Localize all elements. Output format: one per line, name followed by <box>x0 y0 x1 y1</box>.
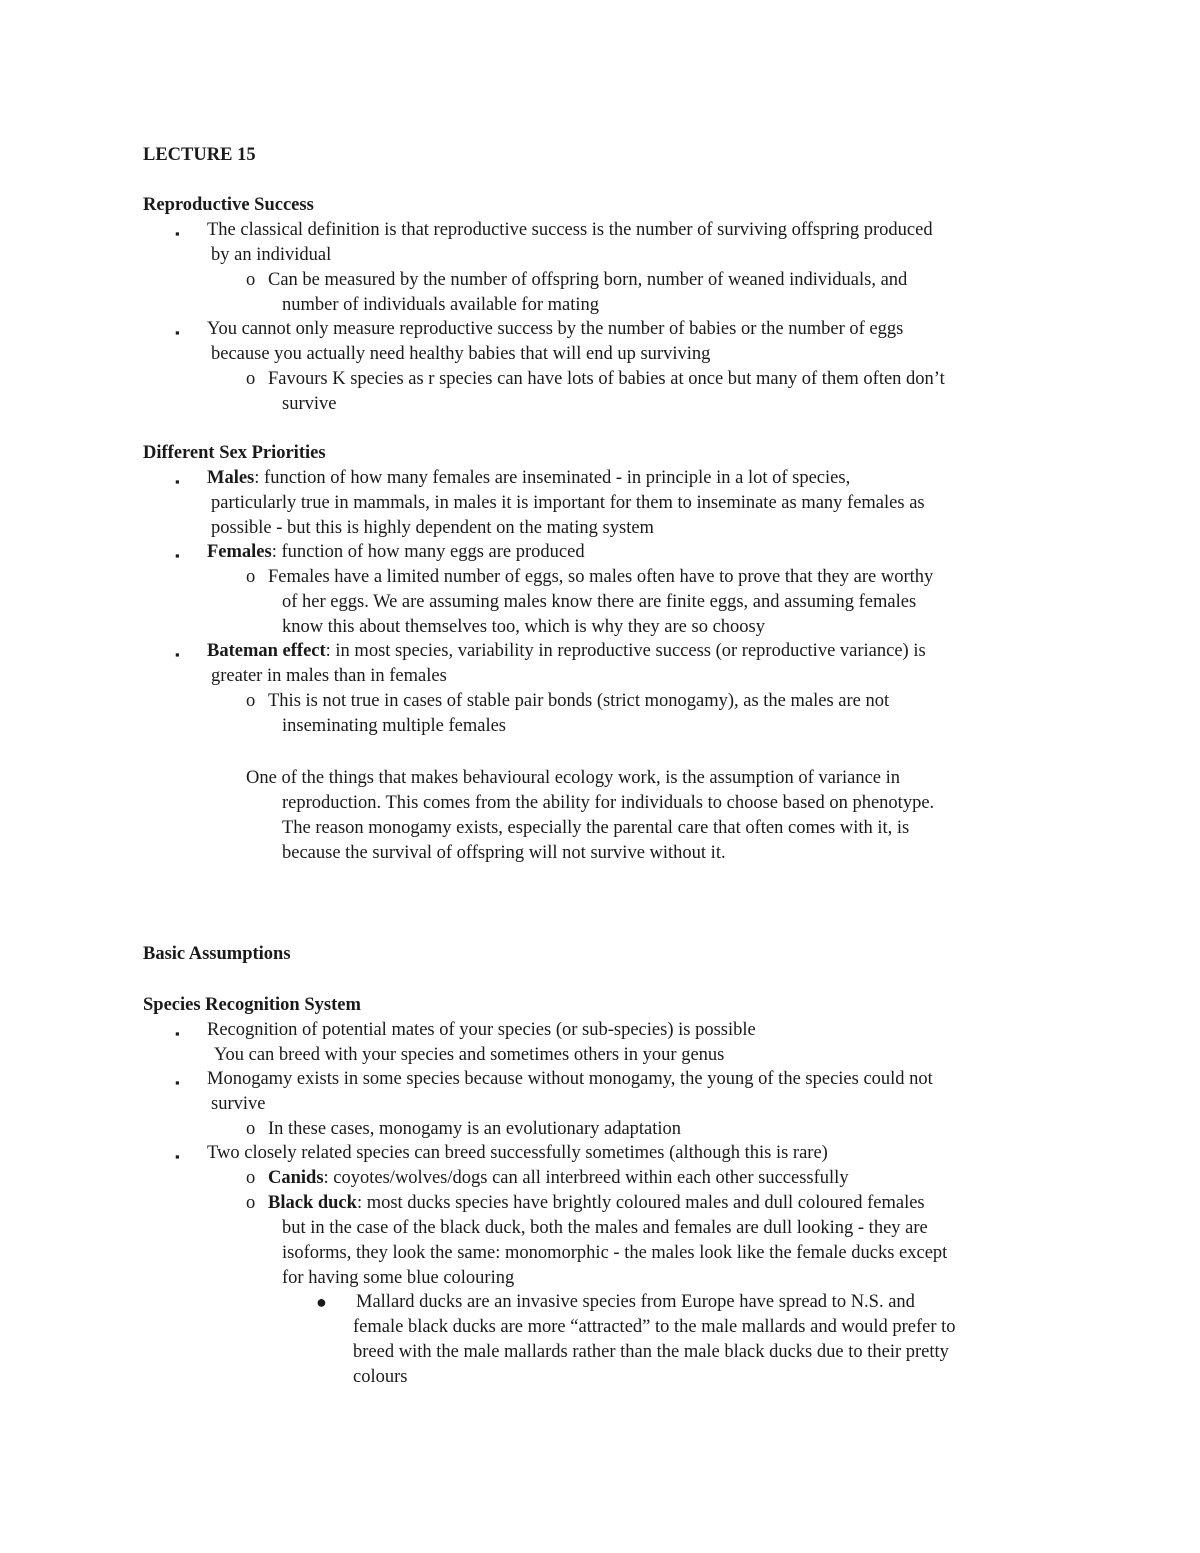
bullet-text: You can breed with your species and sometimes others in your genus <box>214 1045 725 1065</box>
term-bateman-effect: Bateman effect <box>207 641 326 661</box>
bullet-text: particularly true in mammals, in males it is important for them to inseminate as many females as <box>211 493 925 513</box>
term-females: Females <box>207 542 272 562</box>
bullet-marker: ▪ <box>175 647 180 662</box>
bullet-text: Males: function of how many females are inseminated - in principle in a lot of species, <box>207 468 851 488</box>
sub-bullet-text: Females have a limited number of eggs, so males often have to prove that they are worthy <box>268 567 934 587</box>
sub-bullet-marker: o <box>246 369 256 389</box>
bullet-text: greater in males than in females <box>211 666 447 686</box>
sub-bullet-text: inseminating multiple females <box>282 716 507 736</box>
term-males: Males <box>207 468 255 488</box>
sub-bullet-marker: o <box>246 1193 256 1213</box>
sub-sub-bullet-text: female black ducks are more “attracted” to the male mallards and would prefer to <box>353 1317 956 1337</box>
sub-bullet-marker: o <box>246 567 256 587</box>
bullet-marker: ▪ <box>175 548 180 563</box>
bullet-text: Monogamy exists in some species because without monogamy, the young of the species could not <box>207 1069 933 1089</box>
bullet-text: Two closely related species can breed successfully sometimes (although this is rare) <box>207 1143 828 1163</box>
term-black-duck: Black duck <box>268 1193 357 1213</box>
sub-sub-bullet-text: Mallard ducks are an invasive species from Europe have spread to N.S. and <box>356 1292 915 1312</box>
bullet-text: You cannot only measure reproductive success by the number of babies or the number of eggs <box>207 319 904 339</box>
term-canids: Canids <box>268 1168 324 1188</box>
bullet-marker: ▪ <box>175 474 180 489</box>
sub-bullet-marker: o <box>246 270 256 290</box>
sub-bullet-text: Can be measured by the number of offspring born, number of weaned individuals, and <box>268 270 908 290</box>
section-heading-basic-assumptions: Basic Assumptions <box>143 944 291 964</box>
sub-bullet-marker: o <box>246 1119 256 1139</box>
sub-bullet-text: know this about themselves too, which is why they are so choosy <box>282 617 765 637</box>
document-title: LECTURE 15 <box>143 145 256 165</box>
sub-bullet-marker: o <box>246 691 256 711</box>
bullet-text: Females: function of how many eggs are produced <box>207 542 585 562</box>
bullet-text: The classical definition is that reproductive success is the number of surviving offspring produced <box>207 220 933 240</box>
paragraph-line: The reason monogamy exists, especially the parental care that often comes with it, is <box>282 818 910 838</box>
sub-bullet-text: This is not true in cases of stable pair bonds (strict monogamy), as the males are not <box>268 691 890 711</box>
section-heading-species-recognition: Species Recognition System <box>143 995 361 1015</box>
sub-bullet-text: Favours K species as r species can have lots of babies at once but many of them often don’t <box>268 369 945 389</box>
sub-sub-bullet-text: colours <box>353 1367 408 1387</box>
section-heading-sex-priorities: Different Sex Priorities <box>143 443 326 463</box>
sub-bullet-text: number of individuals available for mating <box>282 295 599 315</box>
bullet-marker: ▪ <box>175 1026 180 1041</box>
bullet-text: by an individual <box>211 245 332 265</box>
bullet-text: Recognition of potential mates of your species (or sub-species) is possible <box>207 1020 756 1040</box>
sub-bullet-text: for having some blue colouring <box>282 1268 515 1288</box>
sub-bullet-text: isoforms, they look the same: monomorphic - the males look like the female ducks except <box>282 1243 948 1263</box>
bullet-text: possible - but this is highly dependent on the mating system <box>211 518 654 538</box>
bullet-text: survive <box>211 1094 266 1114</box>
bullet-text: Bateman effect: in most species, variability in reproductive success (or reproductive variance) is <box>207 641 926 661</box>
sub-bullet-text: In these cases, monogamy is an evolutionary adaptation <box>268 1119 682 1139</box>
sub-bullet-marker: o <box>246 1168 256 1188</box>
paragraph-line: because the survival of offspring will not survive without it. <box>282 843 726 863</box>
bullet-marker: ▪ <box>175 1075 180 1090</box>
sub-bullet-text: of her eggs. We are assuming males know there are finite eggs, and assuming females <box>282 592 917 612</box>
sub-bullet-text: Canids: coyotes/wolves/dogs can all interbreed within each other successfully <box>268 1168 849 1188</box>
sub-bullet-text: Black duck: most ducks species have brightly coloured males and dull coloured females <box>268 1193 925 1213</box>
section-heading-reproductive-success: Reproductive Success <box>143 195 314 215</box>
sub-bullet-text: survive <box>282 394 337 414</box>
bullet-text: because you actually need healthy babies that will end up surviving <box>211 344 711 364</box>
sub-sub-bullet-text: breed with the male mallards rather than the male black ducks due to their pretty <box>353 1342 949 1362</box>
bullet-marker: ▪ <box>175 226 180 241</box>
bullet-marker: ▪ <box>175 325 180 340</box>
paragraph-line: reproduction. This comes from the ability for individuals to choose based on phenotype. <box>282 793 935 813</box>
paragraph-line: One of the things that makes behavioural ecology work, is the assumption of variance in <box>246 768 901 788</box>
sub-sub-bullet-marker: ● <box>316 1292 327 1312</box>
sub-bullet-text: but in the case of the black duck, both the males and females are dull looking - they are <box>282 1218 928 1238</box>
bullet-marker: ▪ <box>175 1149 180 1164</box>
